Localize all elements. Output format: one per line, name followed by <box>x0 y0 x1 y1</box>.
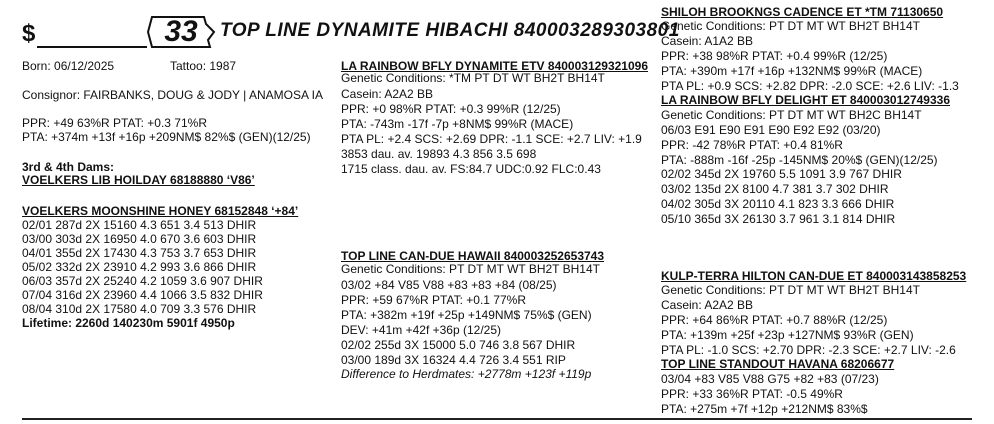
genetic-conditions: Genetic Conditions: PT DT MT WT BH2T BH14T <box>341 262 600 276</box>
dam-pedigree-block <box>661 270 991 420</box>
casein: Casein: A2A2 BB <box>661 298 754 312</box>
sire-pedigree-block <box>661 6 991 226</box>
ppr: PPR: +33 36%R PTAT: -0.5 49%R <box>661 387 843 401</box>
dams-label: 3rd & 4th Dams: <box>22 160 115 174</box>
third-dam-name: VOELKERS LIB HOILDAY 68188880 ‘V86’ <box>22 173 255 187</box>
casein: Casein: A1A2 BB <box>661 34 754 48</box>
genetic-conditions: Genetic Conditions: PT DT MT WT BH2T BH14T <box>661 283 920 297</box>
record-line: 02/01 287d 2X 15160 4.3 651 3.4 513 DHIR <box>22 218 257 232</box>
classification: 03/04 +83 V85 V88 G75 +82 +83 (07/23) <box>661 372 879 386</box>
lot-number: 33 <box>164 15 198 48</box>
sire-name: LA RAINBOW BFLY DYNAMITE ETV 840003129321096 <box>341 59 649 73</box>
record-line: 06/03 357d 2X 25240 4.2 1059 3.6 907 DHIR <box>22 274 263 288</box>
record-line: 07/04 316d 2X 23960 4.4 1066 3.5 832 DHIR <box>22 288 263 302</box>
price-field <box>22 20 147 48</box>
price-blank <box>37 24 147 48</box>
dams-sire-name: KULP-TERRA HILTON CAN-DUE ET 840003143858253 <box>661 269 967 283</box>
genetic-conditions: Genetic Conditions: *TM PT DT WT BH2T BH14T <box>341 71 605 85</box>
classification: 06/03 E91 E90 E91 E90 E92 E92 (03/20) <box>661 123 881 137</box>
tattoo: Tattoo: 1987 <box>170 59 237 73</box>
pta: PTA: +382m +19f +25p +149NM$ 75%$ (GEN) <box>341 308 592 322</box>
genetic-conditions: Genetic Conditions: PT DT MT WT BH2C BH14T <box>661 108 922 122</box>
lifetime-total: Lifetime: 2260d 140230m 5901f 4950p <box>22 316 235 330</box>
classification: 03/02 +84 V85 V88 +83 +83 +84 (08/25) <box>341 278 557 292</box>
record-line: 03/00 303d 2X 16950 4.0 670 3.6 603 DHIR <box>22 232 257 246</box>
classified-daughters: 1715 class. dau. av. FS:84.7 UDC:0.92 FLC:0.43 <box>341 162 601 176</box>
pta-pl: PTA PL: +0.9 SCS: +2.82 DPR: -2.0 SCE: +2.6 LIV: -1.3 <box>661 79 959 93</box>
dam-name: TOP LINE CAN-DUE HAWAII 840003252653743 <box>341 249 605 263</box>
record-line: 02/02 345d 2X 19760 5.5 1091 3.9 767 DHIR <box>661 167 902 181</box>
pta: PTA: +139m +25f +23p +127NM$ 93%R (GEN) <box>661 328 914 342</box>
ppr: PPR: +49 63%R PTAT: +0.3 71%R <box>22 116 207 130</box>
lot-badge <box>146 14 216 50</box>
ppr: PPR: +59 67%R PTAT: +0.1 77%R <box>341 293 526 307</box>
pta: PTA: +390m +17f +16p +132NM$ 99%R (MACE) <box>661 64 923 78</box>
ppr: PPR: -42 78%R PTAT: +0.4 81%R <box>661 138 843 152</box>
record-line: 03/00 189d 3X 16324 4.4 726 3.4 551 RIP <box>341 353 566 367</box>
lot-title: TOP LINE DYNAMITE HIBACHI 840003289303801 <box>220 20 680 41</box>
record-line: 05/10 365d 3X 26130 3.7 961 3.1 814 DHIR <box>661 212 896 226</box>
sires-sire-name: SHILOH BROOKNGS CADENCE ET *TM 71130650 <box>661 5 944 19</box>
fourth-dam-name: VOELKERS MOONSHINE HONEY 68152848 ‘+84’ <box>22 204 299 218</box>
consignor: Consignor: FAIRBANKS, DOUG & JODY | ANAMOSA IA <box>22 88 323 102</box>
herdmate-difference: Difference to Herdmates: +2778m +123f +119p <box>341 367 592 381</box>
record-line: 03/02 135d 2X 8100 4.7 381 3.7 302 DHIR <box>661 182 889 196</box>
casein: Casein: A2A2 BB <box>341 87 434 101</box>
pta: PTA: +275m +7f +12p +212NM$ 83%$ <box>661 402 868 416</box>
dam-block <box>341 250 661 385</box>
born-date: Born: 06/12/2025 <box>22 59 115 73</box>
pta-pl: PTA PL: +2.4 SCS: +2.69 DPR: -1.1 SCE: +2.7 LIV: +1.9 <box>341 132 642 146</box>
dams-dam-name: TOP LINE STANDOUT HAVANA 68206677 <box>661 357 895 371</box>
record-line: 04/01 355d 2X 17430 4.3 753 3.7 653 DHIR <box>22 246 257 260</box>
pta: PTA: -888m -16f -25p -145NM$ 20%$ (GEN)(12/25) <box>661 153 938 167</box>
ppr: PPR: +64 86%R PTAT: +0.7 88%R (12/25) <box>661 313 888 327</box>
sires-dam-name: LA RAINBOW BFLY DELIGHT ET 840003012749336 <box>661 93 950 107</box>
record-line: 05/02 332d 2X 23910 4.2 993 3.6 866 DHIR <box>22 260 257 274</box>
genetic-conditions: Genetic Conditions: PT DT MT WT BH2T BH14T <box>661 19 920 33</box>
record-line: 02/02 255d 3X 15000 5.0 746 3.8 567 DHIR <box>341 338 576 352</box>
record-line: 08/04 310d 2X 17580 4.0 709 3.3 576 DHIR <box>22 302 257 316</box>
sire-block <box>341 60 661 180</box>
ppr: PPR: +0 98%R PTAT: +0.3 99%R (12/25) <box>341 102 561 116</box>
daughter-average: 3853 dau. av. 19893 4.3 856 3.5 698 <box>341 147 537 161</box>
record-line: 04/02 305d 3X 20110 4.1 823 3.3 666 DHIR <box>661 197 895 211</box>
pta: PTA: +374m +13f +16p +209NM$ 82%$ (GEN)(12/25) <box>22 130 311 144</box>
bottom-divider <box>22 418 972 420</box>
dev: DEV: +41m +42f +36p (12/25) <box>341 323 501 337</box>
price-symbol: $ <box>22 20 36 47</box>
ppr: PPR: +38 98%R PTAT: +0.4 99%R (12/25) <box>661 49 888 63</box>
pta-pl: PTA PL: -1.0 SCS: +2.70 DPR: -2.3 SCE: +2.7 LIV: -2.6 <box>661 343 956 357</box>
pta: PTA: -743m -17f -7p +8NM$ 99%R (MACE) <box>341 117 574 131</box>
column-1 <box>22 60 342 360</box>
